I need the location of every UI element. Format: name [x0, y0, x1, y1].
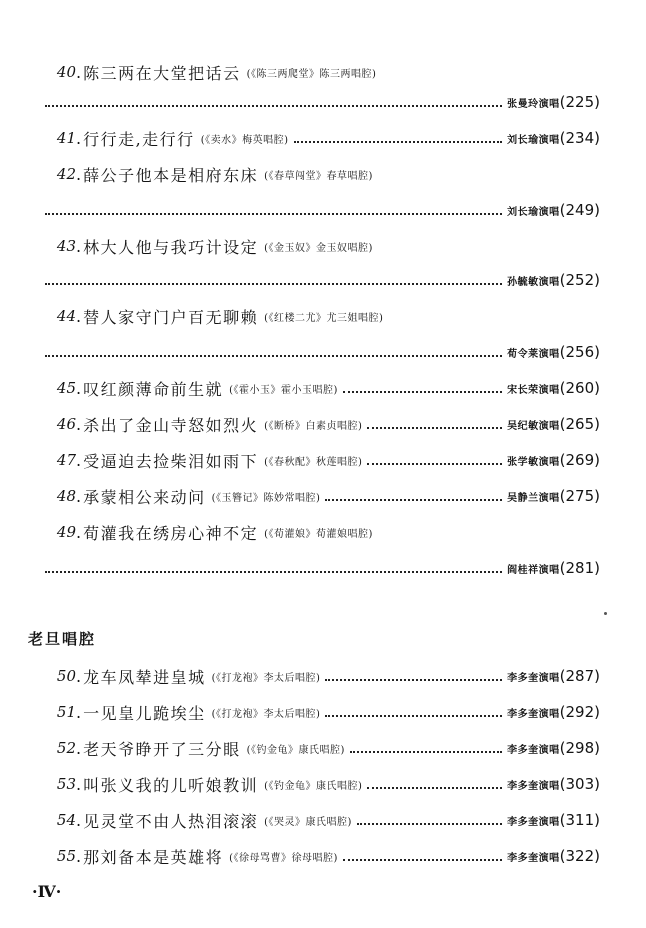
- dot-leader: [343, 858, 502, 861]
- toc-entry-43-cont: [40, 266, 600, 294]
- toc-entry-44-cont: [40, 338, 600, 366]
- entry-page: (256): [559, 343, 600, 361]
- entry-page: (265): [559, 415, 600, 433]
- entry-page: (298): [559, 739, 600, 757]
- entry-source: (《卖水》梅英唱腔): [200, 134, 289, 146]
- dot-leader: [45, 570, 502, 573]
- entry-source: (《霍小玉》霍小玉唱腔): [229, 384, 338, 396]
- toc-entry-52: 52 . 老天爷睁开了三分眼 (《钓金龟》康氏唱腔) 李多奎演唱 (298): [40, 734, 600, 762]
- entry-number: 40: [56, 63, 76, 81]
- toc-entry-42-cont: [40, 196, 600, 224]
- toc-entry-49: 49 . 荀灌我在绣房心神不定 (《荀灌娘》荀灌娘唱腔): [40, 518, 600, 546]
- entry-page: (225): [559, 93, 600, 111]
- dot-leader: [45, 104, 502, 107]
- toc-entry-43: 43 . 林大人他与我巧计设定 (《金玉奴》金玉奴唱腔): [40, 232, 600, 260]
- entry-number: 49: [56, 523, 76, 541]
- toc-entry-54: 54 . 见灵堂不由人热泪滚滚 (《哭灵》康氏唱腔) 李多奎演唱 (311): [40, 806, 600, 834]
- entry-source: (《打龙袍》李太后唱腔): [211, 708, 321, 720]
- entry-title: 荀灌我在绣房心神不定: [83, 523, 259, 543]
- entry-performer: 李多奎演唱: [507, 744, 560, 756]
- toc-entry-46: 46 . 杀出了金山寺怒如烈火 (《断桥》白素贞唱腔) 吴纪敏演唱 (265): [40, 410, 600, 438]
- dot-leader: [343, 390, 502, 393]
- entry-performer: 阎桂祥演唱: [507, 564, 560, 576]
- entry-title: 承蒙相公来动问: [83, 487, 206, 507]
- entry-performer: 刘长瑜演唱: [507, 134, 560, 146]
- entry-page: (303): [559, 775, 600, 793]
- toc-entry-41: 41 . 行行走,走行行 (《卖水》梅英唱腔) 刘长瑜演唱 (234): [40, 124, 600, 152]
- toc-entry-42: 42 . 薛公子他本是相府东床 (《春草闯堂》春草唱腔): [40, 160, 600, 188]
- dot-leader: [325, 714, 502, 717]
- dot-leader: [325, 498, 502, 501]
- entry-performer: 李多奎演唱: [507, 672, 560, 684]
- dot-leader: [350, 750, 502, 753]
- entry-page: (292): [559, 703, 600, 721]
- entry-performer: 张学敏演唱: [507, 456, 560, 468]
- entry-performer: 李多奎演唱: [507, 852, 560, 864]
- entry-performer: 荀令莱演唱: [507, 348, 560, 360]
- toc-entry-51: 51 . 一见皇儿跪埃尘 (《打龙袍》李太后唱腔) 李多奎演唱 (292): [40, 698, 600, 726]
- entry-page: (281): [559, 559, 600, 577]
- dot-leader: [357, 822, 502, 825]
- entry-source: (《红楼二尤》尤三姐唱腔): [264, 312, 384, 324]
- entry-number: 54: [56, 811, 76, 829]
- toc-entry-55: 55 . 那刘备本是英雄将 (《徐母骂曹》徐母唱腔) 李多奎演唱 (322): [40, 842, 600, 870]
- entry-number: 43: [56, 237, 76, 255]
- entry-title: 薛公子他本是相府东床: [83, 165, 259, 185]
- entry-title: 杀出了金山寺怒如烈火: [83, 415, 259, 435]
- entry-title: 见灵堂不由人热泪滚滚: [83, 811, 259, 831]
- entry-page: (260): [559, 379, 600, 397]
- entry-number: 45: [56, 379, 76, 397]
- entry-source: (《哭灵》康氏唱腔): [264, 816, 352, 828]
- dot-leader: [45, 212, 502, 215]
- toc-entry-40-cont: [40, 88, 600, 116]
- toc-entry-44: 44 . 替人家守门户百无聊赖 (《红楼二尤》尤三姐唱腔): [40, 302, 600, 330]
- entry-page: (275): [559, 487, 600, 505]
- entry-number: 52: [56, 739, 76, 757]
- entry-page: (269): [559, 451, 600, 469]
- entry-source: (《徐母骂曹》徐母唱腔): [229, 852, 338, 864]
- entry-performer: 李多奎演唱: [507, 816, 560, 828]
- entry-source: (《玉簪记》陈妙常唱腔): [211, 492, 321, 504]
- entry-performer: 刘长瑜演唱: [507, 206, 560, 218]
- entry-performer: 宋长荣演唱: [507, 384, 560, 396]
- entry-source: (《钓金龟》康氏唱腔): [264, 780, 363, 792]
- entry-number: 46: [56, 415, 76, 433]
- toc-entry-53: 53 . 叫张义我的儿听娘教训 (《钓金龟》康氏唱腔) 李多奎演唱 (303): [40, 770, 600, 798]
- entry-number: 53: [56, 775, 76, 793]
- entry-source: (《春秋配》秋莲唱腔): [264, 456, 363, 468]
- entry-page: (234): [559, 129, 600, 147]
- entry-number: 41: [56, 129, 76, 147]
- entry-title: 受逼迫去捡柴泪如雨下: [83, 451, 259, 471]
- dot-leader: [367, 426, 502, 429]
- entry-source: (《陈三两爬堂》陈三两唱腔): [246, 68, 377, 80]
- entry-title: 老天爷睁开了三分眼: [83, 739, 241, 759]
- toc-entry-48: 48 . 承蒙相公来动问 (《玉簪记》陈妙常唱腔) 吴静兰演唱 (275): [40, 482, 600, 510]
- entry-number: 47: [56, 451, 76, 469]
- entry-number: 51: [56, 703, 76, 721]
- entry-source: (《断桥》白素贞唱腔): [264, 420, 363, 432]
- toc-entry-49-cont: [40, 554, 600, 582]
- section-heading: 老旦唱腔: [28, 630, 97, 648]
- entry-title: 陈三两在大堂把话云: [83, 63, 241, 83]
- dot-leader: [294, 140, 503, 143]
- dot-leader: [45, 282, 502, 285]
- entry-page: (322): [559, 847, 600, 865]
- entry-number: 42: [56, 165, 76, 183]
- entry-number: 55: [56, 847, 76, 865]
- entry-source: (《荀灌娘》荀灌娘唱腔): [264, 528, 373, 540]
- scan-speck: [604, 612, 607, 615]
- entry-title: 那刘备本是英雄将: [83, 847, 224, 867]
- entry-title: 替人家守门户百无聊赖: [83, 307, 259, 327]
- entry-performer: 吴纪敏演唱: [507, 420, 560, 432]
- toc-entry-45: 45 . 叹红颜薄命前生就 (《霍小玉》霍小玉唱腔) 宋长荣演唱 (260): [40, 374, 600, 402]
- entry-page: (311): [559, 811, 600, 829]
- toc-entry-47: 47 . 受逼迫去捡柴泪如雨下 (《春秋配》秋莲唱腔) 张学敏演唱 (269): [40, 446, 600, 474]
- dot-leader: [367, 786, 502, 789]
- entry-performer: 吴静兰演唱: [507, 492, 560, 504]
- entry-number: 44: [56, 307, 76, 325]
- dot-leader: [45, 354, 502, 357]
- entry-title: 龙车凤辇进皇城: [83, 667, 206, 687]
- entry-title: 一见皇儿跪埃尘: [83, 703, 206, 723]
- entry-title: 林大人他与我巧计设定: [83, 237, 259, 257]
- dot-leader: [325, 678, 502, 681]
- entry-title: 行行走,走行行: [83, 129, 195, 149]
- entry-source: (《钓金龟》康氏唱腔): [246, 744, 345, 756]
- entry-performer: 孙毓敏演唱: [507, 276, 560, 288]
- entry-source: (《打龙袍》李太后唱腔): [211, 672, 321, 684]
- entry-source: (《春草闯堂》春草唱腔): [264, 170, 373, 182]
- entry-title: 叹红颜薄命前生就: [83, 379, 224, 399]
- entry-page: (287): [559, 667, 600, 685]
- entry-performer: 李多奎演唱: [507, 708, 560, 720]
- entry-page: (252): [559, 271, 600, 289]
- dot-leader: [367, 462, 502, 465]
- page-number: ·Ⅳ·: [32, 882, 62, 901]
- entry-page: (249): [559, 201, 600, 219]
- entry-number: 48: [56, 487, 76, 505]
- entry-performer: 李多奎演唱: [507, 780, 560, 792]
- entry-title: 叫张义我的儿听娘教训: [83, 775, 259, 795]
- entry-number: 50: [56, 667, 76, 685]
- toc-entry-50: 50 . 龙车凤辇进皇城 (《打龙袍》李太后唱腔) 李多奎演唱 (287): [40, 662, 600, 690]
- entry-performer: 张曼玲演唱: [507, 98, 560, 110]
- entry-source: (《金玉奴》金玉奴唱腔): [264, 242, 373, 254]
- toc-entry-40: 40 . 陈三两在大堂把话云 (《陈三两爬堂》陈三两唱腔): [40, 58, 600, 86]
